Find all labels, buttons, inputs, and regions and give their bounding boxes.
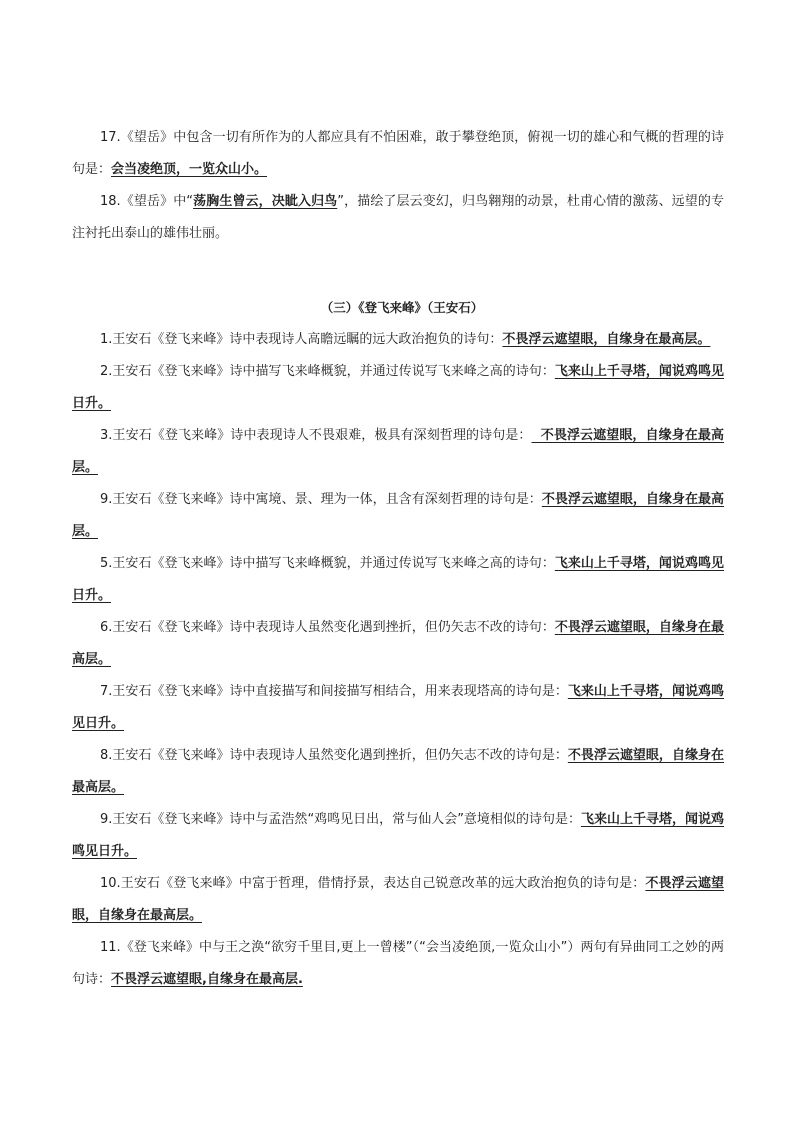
question-text: 王安石《登飞来峰》诗中表现诗人虽然变化遇到挫折，但仍矢志不改的诗句： [112, 620, 555, 635]
question-item [72, 804, 724, 868]
question-number: 9. [100, 492, 113, 507]
question-item [72, 676, 724, 740]
section-title: （三）《登飞来峰》（王安石） [320, 300, 484, 315]
answer-text: 飞来山上千寻塔，闻说鸡鸣见日升。 [72, 812, 724, 859]
question-number: 2. [100, 364, 113, 379]
question-item [72, 612, 724, 676]
question-number: 3. [100, 428, 113, 443]
question-item [72, 356, 724, 420]
question-text: 《望岳》中包含一切有所作为的人都应具有不怕困难，敢于攀登绝顶，俯视一切的雄心和气概的哲理的诗句是： [72, 130, 724, 177]
answer-text: 不畏浮云遮望眼,自缘身在最高层. [111, 972, 303, 987]
question-item [72, 548, 724, 612]
question-text: 《望岳》中“ [120, 194, 194, 209]
question-number: 11. [100, 940, 121, 955]
question-text: 《登飞来峰》中与王之涣“欲穷千里目,更上一曾楼”（“会当凌绝顶,一览众山小”）两句有异曲同工之妙的两句诗： [72, 940, 724, 987]
section-spacer [72, 250, 724, 292]
question-number: 17. [100, 130, 121, 145]
question-text-tail: ”，描绘了层云变幻，归鸟翱翔的动景，杜甫心情的激荡、远望的专注衬托出泰山的雄伟壮丽。 [72, 194, 724, 241]
answer-text: 荡胸生曾云，决眦入归鸟 [193, 194, 338, 209]
question-item [72, 122, 724, 186]
question-number: 1. [100, 332, 113, 347]
question-number: 10. [100, 876, 121, 891]
question-number: 6. [100, 620, 113, 635]
answer-text: 会当凌绝顶，一览众山小。 [111, 162, 268, 177]
question-item [72, 868, 724, 932]
question-text: 王安石《登飞来峰》诗中描写飞来峰概貌，并通过传说写飞来峰之高的诗句： [112, 364, 555, 379]
answer-text: 不畏浮云遮望眼，自缘身在最高层。 [72, 876, 724, 923]
question-text: 王安石《登飞来峰》诗中表现诗人虽然变化遇到挫折，但仍矢志不改的诗句是： [112, 748, 568, 763]
question-text: 王安石《登飞来峰》中富于哲理，借情抒景，表达自己锐意改革的远大政治抱负的诗句是： [120, 876, 646, 891]
answer-text: 不畏浮云遮望眼，自缘身在最高层。 [502, 332, 711, 347]
answer-text: 不畏浮云遮望眼，自缘身在最高层。 [72, 620, 724, 667]
question-item [72, 484, 724, 548]
question-text: 王安石《登飞来峰》诗中直接描写和间接描写相结合，用来表现塔高的诗句是： [112, 684, 568, 699]
question-text: 王安石《登飞来峰》诗中与孟浩然“鸡鸣见日出，常与仙人会”意境相似的诗句是： [112, 812, 581, 827]
question-number: 7. [100, 684, 113, 699]
answer-text: 飞来山上千寻塔，闻说鸡鸣见日升。 [72, 364, 724, 411]
question-item [72, 186, 724, 250]
answer-text: 不畏浮云遮望眼，自缘身在最高层。 [72, 428, 724, 475]
question-text: 王安石《登飞来峰》诗中表现诗人不畏艰难，极具有深刻哲理的诗句是： [112, 428, 532, 443]
question-item [72, 740, 724, 804]
question-item [72, 420, 724, 484]
question-number: 9. [100, 812, 113, 827]
question-number: 8. [100, 748, 113, 763]
document-body [72, 122, 724, 996]
answer-text: 不畏浮云遮望眼，自缘身在最高层。 [72, 748, 724, 795]
question-text: 王安石《登飞来峰》诗中寓境、景、理为一体，且含有深刻哲理的诗句是： [112, 492, 542, 507]
question-item [72, 324, 724, 356]
question-text: 王安石《登飞来峰》诗中描写飞来峰概貌，并通过传说写飞来峰之高的诗句： [112, 556, 555, 571]
answer-text: 飞来山上千寻塔，闻说鸡鸣见日升。 [72, 556, 724, 603]
question-item [72, 932, 724, 996]
question-number: 18. [100, 194, 121, 209]
answer-text: 飞来山上千寻塔，闻说鸡鸣见日升。 [72, 684, 724, 731]
answer-text: 不畏浮云遮望眼，自缘身在最高层。 [72, 492, 724, 539]
question-text: 王安石《登飞来峰》诗中表现诗人高瞻远瞩的远大政治抱负的诗句： [112, 332, 503, 347]
question-number: 5. [100, 556, 113, 571]
